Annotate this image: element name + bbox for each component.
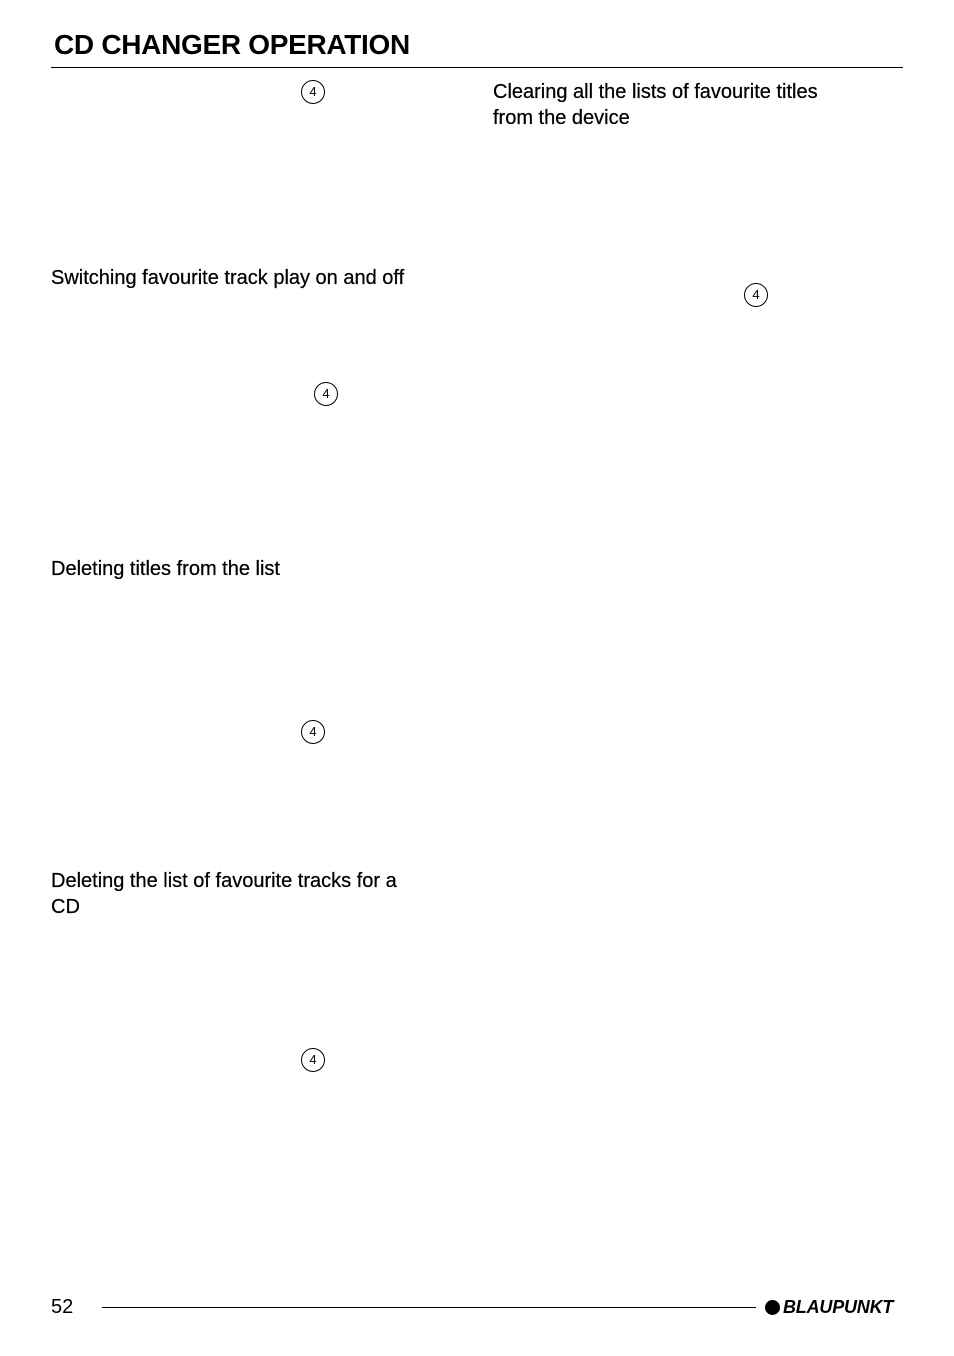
section-heading-deleting-cd-list — [51, 868, 397, 920]
heading-line: from the device — [493, 107, 630, 129]
key-ref-badge: 4 — [744, 283, 768, 307]
brand-dot-icon — [765, 1300, 780, 1315]
heading-line: Clearing all the lists of favourite titles — [493, 81, 818, 103]
title-divider — [51, 67, 903, 68]
section-heading-favourite-play: Switching favourite track play on and off — [51, 267, 405, 289]
footer-divider — [102, 1307, 756, 1308]
section-heading-clearing-all-lists — [493, 79, 818, 131]
key-ref-badge: 4 — [314, 382, 338, 406]
key-ref-badge: 4 — [301, 1048, 325, 1072]
section-heading-deleting-titles: Deleting titles from the list — [51, 558, 280, 580]
page-number: 52 — [51, 1296, 74, 1318]
key-ref-badge: 4 — [301, 80, 325, 104]
heading-line: Deleting the list of favourite tracks for a — [51, 870, 397, 892]
brand-logo — [765, 1296, 893, 1318]
heading-line: CD — [51, 896, 80, 918]
key-ref-badge: 4 — [301, 720, 325, 744]
brand-name: BLAUPUNKT — [783, 1297, 894, 1317]
page-title: CD CHANGER OPERATION — [54, 29, 410, 60]
